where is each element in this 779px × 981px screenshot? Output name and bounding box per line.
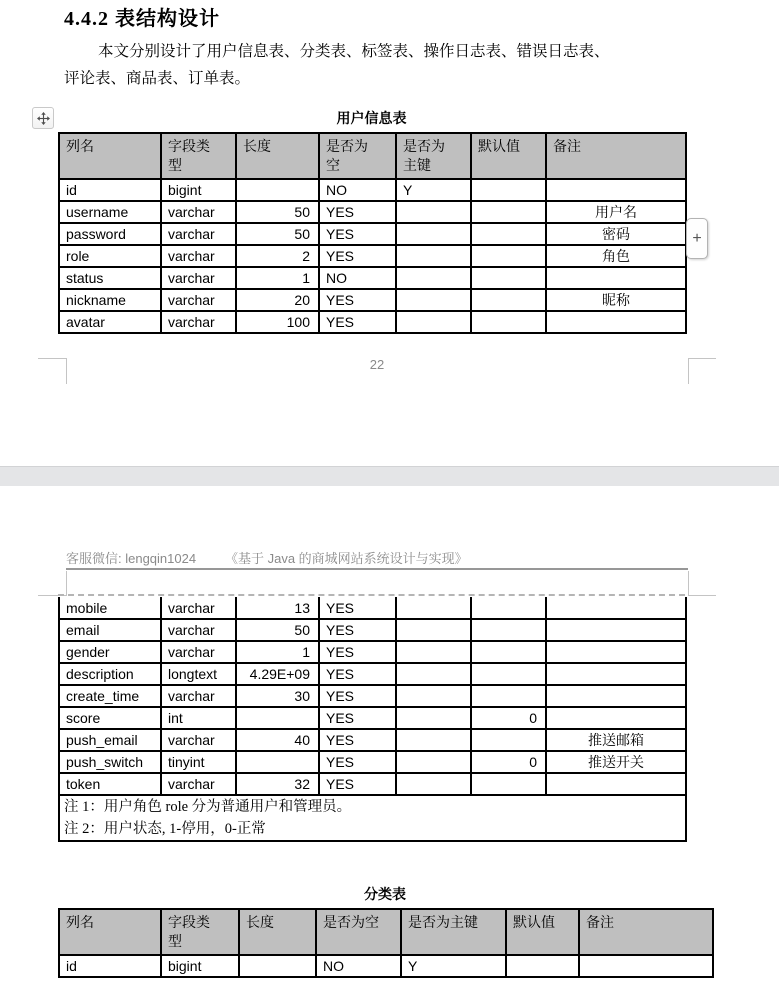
table-cell: 4.29E+09: [236, 663, 319, 685]
table-cell: NO: [319, 267, 396, 289]
table-cell: role: [59, 245, 161, 267]
table-cell: email: [59, 619, 161, 641]
table-cell: [471, 773, 546, 795]
column-header: 是否为空: [316, 909, 401, 955]
table-row: [59, 663, 686, 685]
table-cell: 密码: [546, 223, 686, 245]
table-cell: 50: [236, 619, 319, 641]
table-cell: 角色: [546, 245, 686, 267]
table-cell: [546, 685, 686, 707]
header-rule: [66, 568, 688, 570]
table-cell: id: [59, 179, 161, 201]
table-cell: YES: [319, 751, 396, 773]
table-cell: [396, 223, 471, 245]
table-cell: [546, 707, 686, 729]
table-cell: 20: [236, 289, 319, 311]
table-cell: 32: [236, 773, 319, 795]
table-cell: [471, 311, 546, 333]
column-header: 字段类型: [161, 909, 239, 955]
table-cell: [396, 311, 471, 333]
table-cell: [471, 729, 546, 751]
table-cell: YES: [319, 663, 396, 685]
column-header: 默认值: [506, 909, 579, 955]
table-cell: 0: [471, 751, 546, 773]
table-cell: [546, 311, 686, 333]
table-cell: [396, 245, 471, 267]
table-row: [59, 955, 713, 977]
column-header: 长度: [239, 909, 316, 955]
table-cell: YES: [319, 597, 396, 619]
table-cell: varchar: [161, 201, 236, 223]
paragraph-line: 本文分别设计了用户信息表、分类表、标签表、操作日志表、错误日志表、: [98, 43, 610, 60]
table-notes-cell: [59, 795, 686, 841]
table-cell: varchar: [161, 773, 236, 795]
table-cell: YES: [319, 707, 396, 729]
table-cell: [579, 955, 713, 977]
table-cell: varchar: [161, 685, 236, 707]
table-cell: [396, 619, 471, 641]
table-cell: YES: [319, 773, 396, 795]
table-cell: YES: [319, 223, 396, 245]
table-cell: nickname: [59, 289, 161, 311]
table-row: [59, 751, 686, 773]
table-cell: YES: [319, 311, 396, 333]
table-cell: score: [59, 707, 161, 729]
table-cell: [471, 289, 546, 311]
table-cell: [546, 619, 686, 641]
table-row: [59, 223, 686, 245]
table-row: [59, 289, 686, 311]
table-cell: Y: [396, 179, 471, 201]
table-cell: [471, 267, 546, 289]
table-cell: Y: [401, 955, 506, 977]
column-header: 备注: [579, 909, 713, 955]
column-header: 列名: [59, 133, 161, 179]
table-header-row: [59, 133, 686, 179]
note-line: 注 2：用户状态, 1-停用，0-正常: [64, 821, 266, 837]
table-cell: [506, 955, 579, 977]
table-cell: [236, 179, 319, 201]
table-cell: 0: [471, 707, 546, 729]
column-header: 默认值: [471, 133, 546, 179]
table-cell: [471, 245, 546, 267]
table-cell: [396, 597, 471, 619]
table-cell: bigint: [161, 179, 236, 201]
table-move-handle[interactable]: [32, 107, 54, 129]
table-cell: [236, 707, 319, 729]
table-row: [59, 201, 686, 223]
table-row: [59, 707, 686, 729]
table-row: [59, 619, 686, 641]
table-cell: longtext: [161, 663, 236, 685]
table-row: [59, 773, 686, 795]
table-cell: push_switch: [59, 751, 161, 773]
table-cell: [396, 707, 471, 729]
table-cell: 昵称: [546, 289, 686, 311]
table-cell: YES: [319, 201, 396, 223]
table-cell: tinyint: [161, 751, 236, 773]
table-cell: 30: [236, 685, 319, 707]
table-cell: username: [59, 201, 161, 223]
column-header: 字段类型: [161, 133, 236, 179]
table-cell: YES: [319, 729, 396, 751]
table-row: [59, 267, 686, 289]
column-header: 列名: [59, 909, 161, 955]
table-cell: [396, 685, 471, 707]
section-heading: 4.4.2 表结构设计: [64, 8, 220, 30]
table-cell: 40: [236, 729, 319, 751]
table-header-row: [59, 909, 713, 955]
table-cell: [546, 663, 686, 685]
table-cell: push_email: [59, 729, 161, 751]
paragraph-line: 评论表、商品表、订单表。: [64, 70, 251, 87]
table-cell: create_time: [59, 685, 161, 707]
table-row: [59, 179, 686, 201]
table-row: [59, 245, 686, 267]
move-icon: [37, 112, 50, 125]
table-cell: bigint: [161, 955, 239, 977]
table-cell: [396, 641, 471, 663]
table-cell: YES: [319, 641, 396, 663]
column-header: 备注: [546, 133, 686, 179]
table-cell: [546, 773, 686, 795]
category-table: [58, 908, 714, 978]
table-cell: YES: [319, 245, 396, 267]
table-cell: [546, 597, 686, 619]
user-table-caption: 用户信息表: [336, 110, 407, 126]
table-cell: [396, 201, 471, 223]
page-margin-mark: [66, 571, 67, 596]
table-cell: varchar: [161, 641, 236, 663]
table-cell: token: [59, 773, 161, 795]
table-cell: varchar: [161, 311, 236, 333]
table-cell: varchar: [161, 223, 236, 245]
table-cell: 1: [236, 641, 319, 663]
table-row: [59, 597, 686, 619]
table-cell: 推送开关: [546, 751, 686, 773]
table-cell: [471, 201, 546, 223]
table-cell: description: [59, 663, 161, 685]
table-cell: varchar: [161, 729, 236, 751]
table-cell: mobile: [59, 597, 161, 619]
header-doc-title: 《基于 Java 的商城网站系统设计与实现》: [225, 551, 468, 566]
table-cell: varchar: [161, 245, 236, 267]
page-margin-mark: [688, 571, 689, 596]
table-cell: [396, 729, 471, 751]
table-cell: 2: [236, 245, 319, 267]
table-cell: [546, 267, 686, 289]
table-row: [59, 641, 686, 663]
table-cell: [471, 179, 546, 201]
table-cell: YES: [319, 619, 396, 641]
table-cell: NO: [316, 955, 401, 977]
table-cell: varchar: [161, 597, 236, 619]
column-header: 是否为主键: [401, 909, 506, 955]
table-cell: [471, 223, 546, 245]
column-header: 是否为空: [319, 133, 396, 179]
table-cell: gender: [59, 641, 161, 663]
table-cell: id: [59, 955, 161, 977]
table-cell: [471, 685, 546, 707]
table-cell: varchar: [161, 619, 236, 641]
table-cell: [236, 751, 319, 773]
insert-button[interactable]: +: [686, 218, 708, 259]
table-cell: [396, 751, 471, 773]
table-cell: password: [59, 223, 161, 245]
table-row: [59, 685, 686, 707]
column-header: 长度: [236, 133, 319, 179]
table-cell: [239, 955, 316, 977]
table-cell: status: [59, 267, 161, 289]
table-cell: 100: [236, 311, 319, 333]
body-paragraph: [64, 38, 698, 92]
table-cell: 用户名: [546, 201, 686, 223]
table-cell: varchar: [161, 289, 236, 311]
table-cell: 50: [236, 201, 319, 223]
table-cell: [546, 641, 686, 663]
table-cell: [471, 597, 546, 619]
table-notes-row: [59, 795, 686, 841]
table-cell: YES: [319, 685, 396, 707]
table-cell: 13: [236, 597, 319, 619]
table-cell: 50: [236, 223, 319, 245]
table-split-dashed-line: [58, 594, 685, 596]
table-cell: [396, 773, 471, 795]
page-number: 22: [369, 357, 385, 372]
page-separator: [0, 466, 779, 486]
user-info-table-continued: [58, 597, 687, 842]
note-line: 注 1：用户角色 role 分为普通用户和管理员。: [64, 799, 352, 815]
header-watermark: 客服微信: lengqin1024: [66, 551, 197, 566]
table-cell: varchar: [161, 267, 236, 289]
table-cell: avatar: [59, 311, 161, 333]
table-cell: 1: [236, 267, 319, 289]
table-cell: [471, 663, 546, 685]
table-cell: [396, 663, 471, 685]
table-cell: NO: [319, 179, 396, 201]
table-cell: YES: [319, 289, 396, 311]
table-row: [59, 729, 686, 751]
table-cell: int: [161, 707, 236, 729]
table-cell: [546, 179, 686, 201]
column-header: 是否为主键: [396, 133, 471, 179]
page-margin-mark: [688, 595, 716, 596]
category-table-caption: 分类表: [364, 886, 406, 902]
table-cell: [471, 619, 546, 641]
table-cell: [396, 289, 471, 311]
user-info-table: [58, 132, 687, 334]
table-cell: 推送邮箱: [546, 729, 686, 751]
table-cell: [396, 267, 471, 289]
table-row: [59, 311, 686, 333]
table-cell: [471, 641, 546, 663]
